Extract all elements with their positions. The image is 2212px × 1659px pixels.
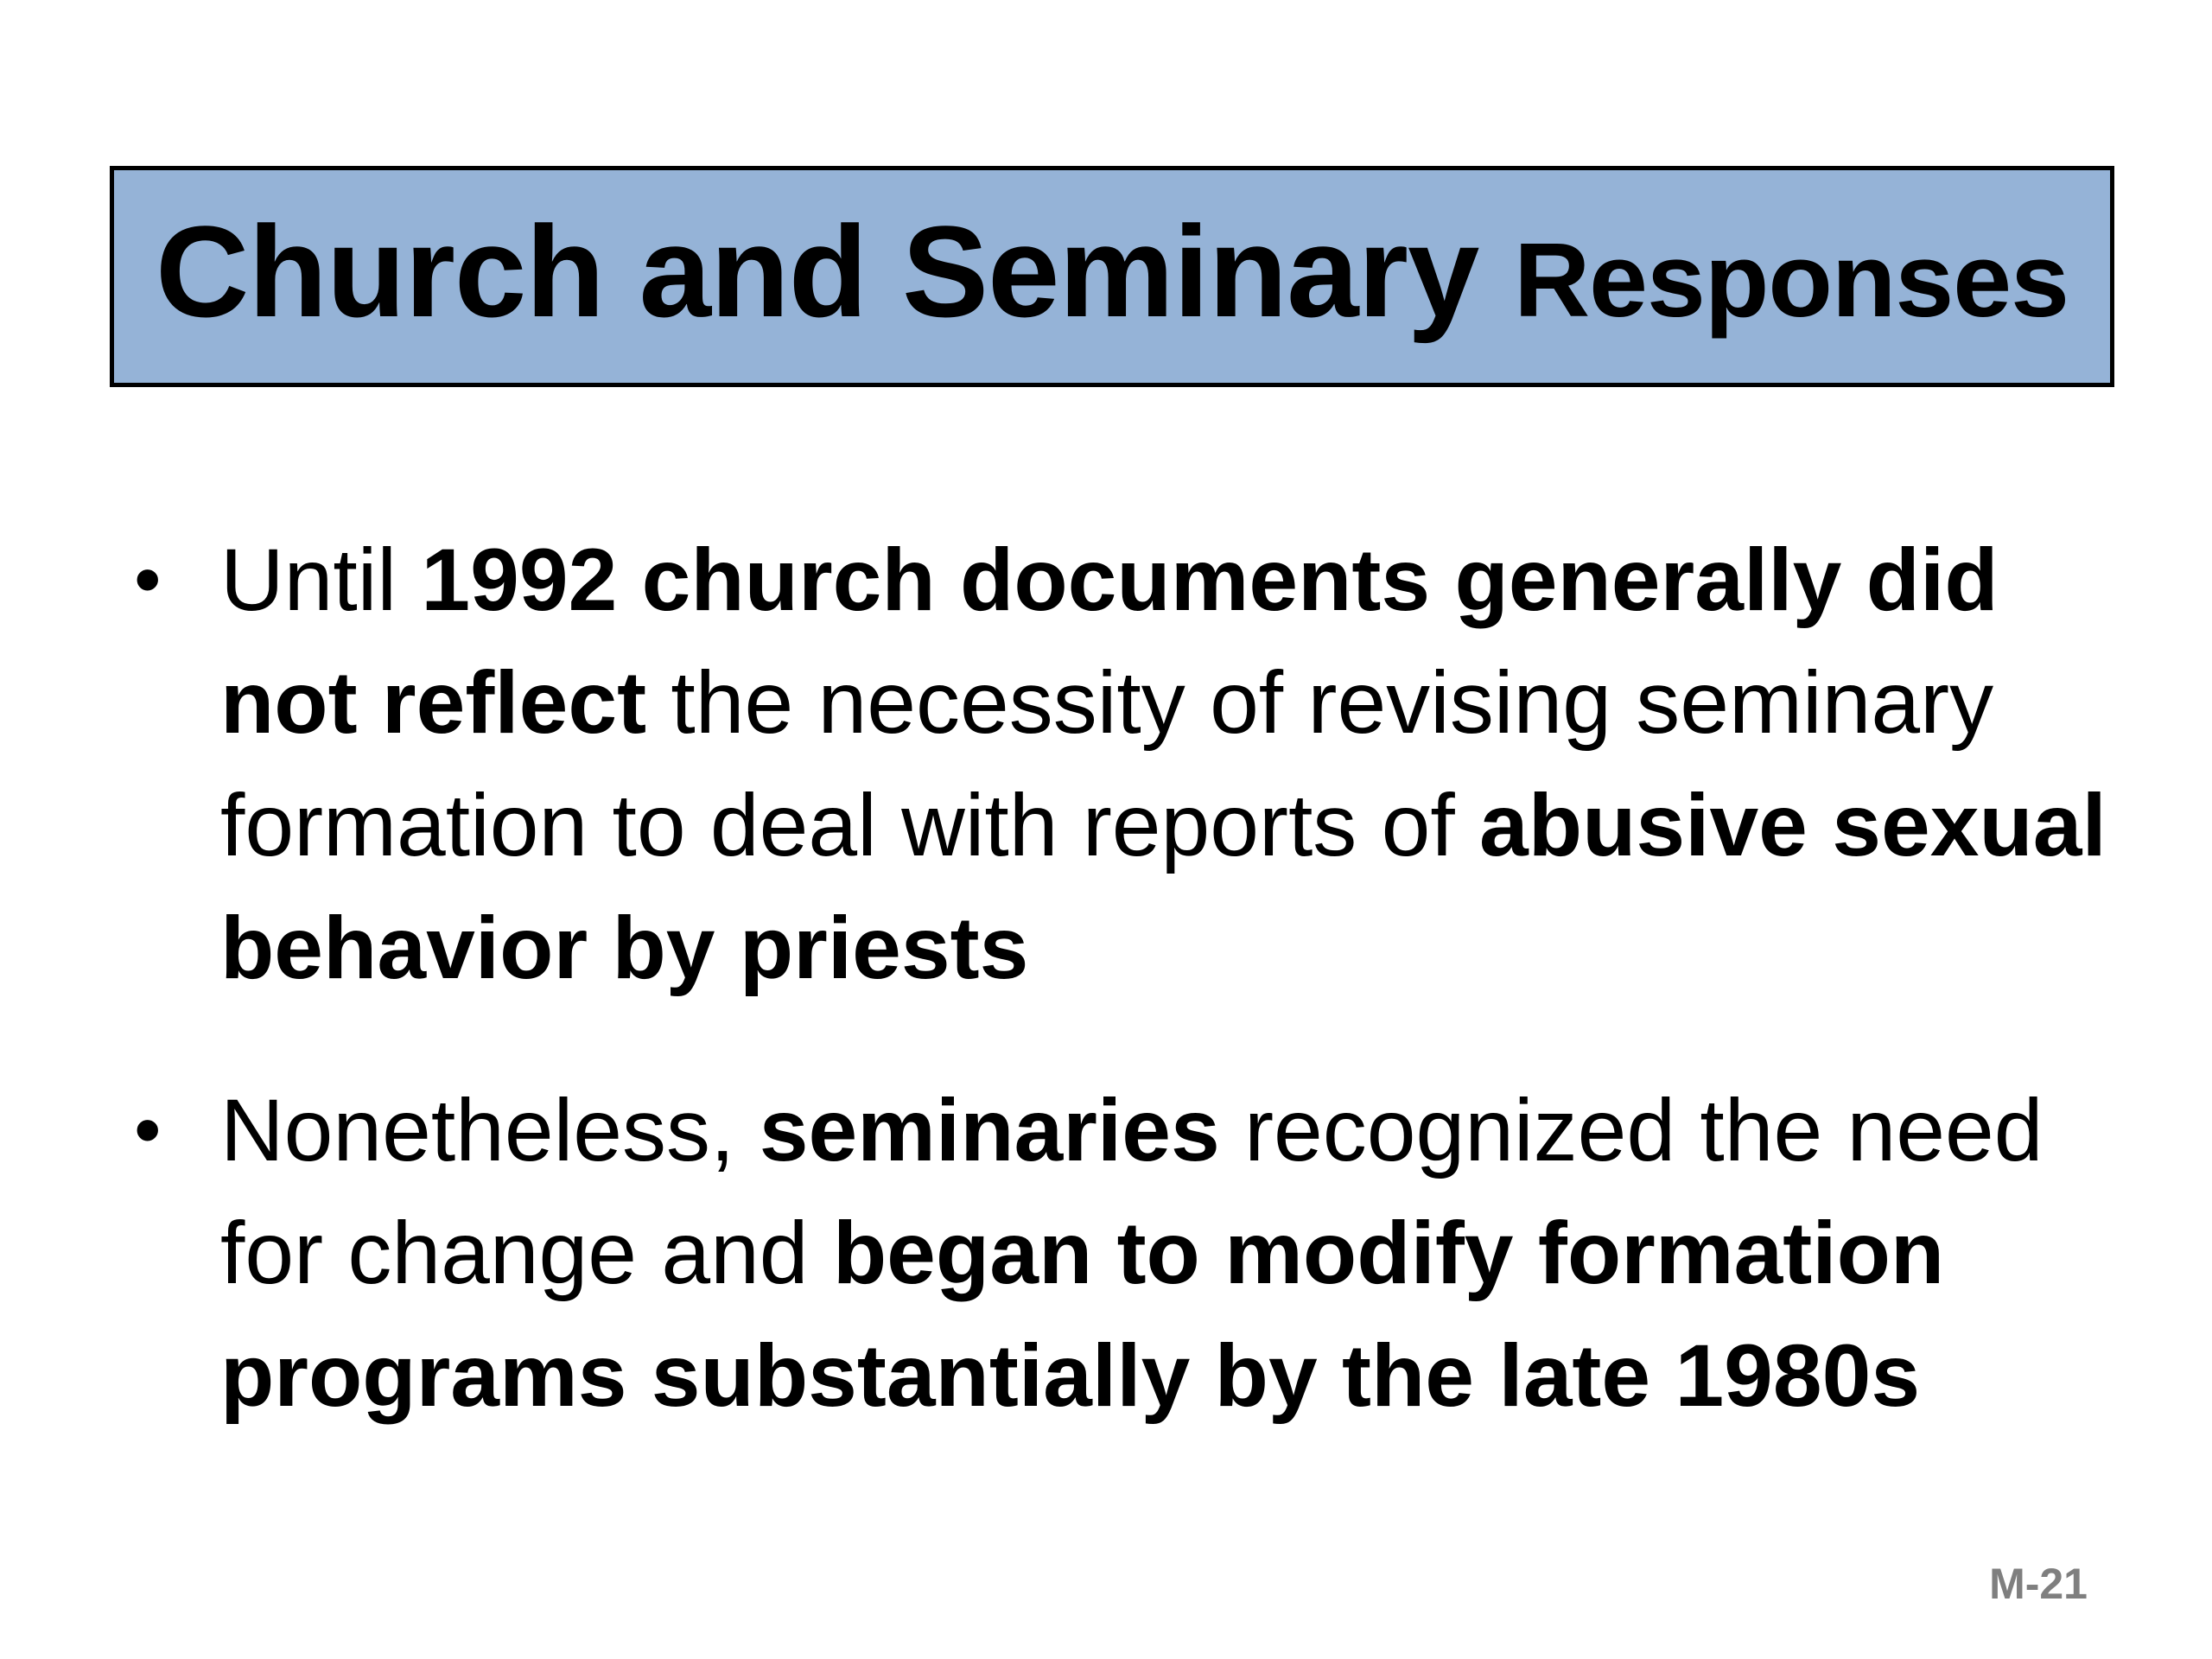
bullet-text: recognized the need for change and [220,1081,2044,1302]
bullet-item [130,518,2143,1009]
bullet-bold-text: abusive sexual behavior by priests [220,776,2107,997]
slide-title [155,199,2069,344]
bullet-list [130,518,2143,1437]
bullet-text: the necessity of revising seminary formation to deal with reports of [220,653,1994,874]
bullet-bold-text: began to modify formation programs substantially by the late 1980s [220,1204,1945,1425]
bullet-text: Nonetheless, [220,1081,760,1179]
slide-title-main: Church and Seminary [155,199,1479,344]
bullet-bold-text: seminaries [759,1081,1220,1179]
bullet-item [130,1069,2143,1437]
slide-number: M-21 [1989,1560,2088,1608]
bullet-bold-text: 1992 church documents generally did not reflect [220,531,1999,752]
slide-title-end: Responses [1514,221,2069,339]
bullet-dot-icon: • [134,1087,162,1173]
bullet-text: Until [220,531,422,629]
bullet-dot-icon: • [134,537,162,623]
title-box [110,166,2114,387]
